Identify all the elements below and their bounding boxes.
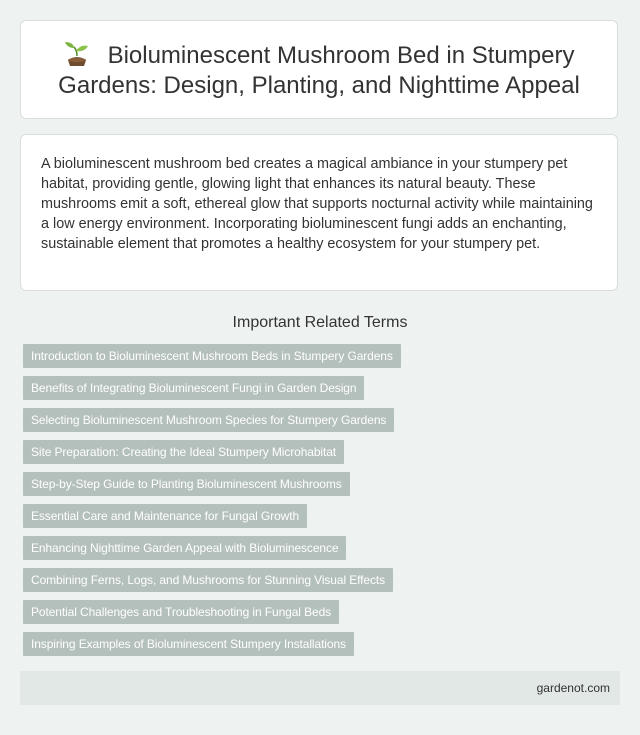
related-term-item <box>23 344 401 368</box>
footer <box>20 671 620 705</box>
related-term-button[interactable]: Selecting Bioluminescent Mushroom Species for Stumpery Gardens <box>23 408 394 432</box>
page-title <box>51 41 587 101</box>
related-term-button[interactable]: Enhancing Nighttime Garden Appeal with Bioluminescence <box>23 536 346 560</box>
related-term-item <box>23 408 401 432</box>
related-terms-list <box>23 344 401 664</box>
related-term-item <box>23 504 401 528</box>
related-term-button[interactable]: Step-by-Step Guide to Planting Bioluminescent Mushrooms <box>23 472 350 496</box>
intro-text: A bioluminescent mushroom bed creates a magical ambiance in your stumpery pet habitat, providing gentle, glowing light that enhances its natural beauty. These mushrooms emit a soft, ethereal glow that supports nocturnal activity while maintaining a low energy environment. Incorporating bioluminescent fungi adds an enchanting, sustainable element that promotes a healthy ecosystem for your stumpery pet. <box>41 156 593 252</box>
related-term-item <box>23 568 401 592</box>
related-term-item <box>23 632 401 656</box>
related-terms-heading: Important Related Terms <box>232 314 408 331</box>
related-term-item <box>23 376 401 400</box>
title-card <box>20 20 618 119</box>
related-term-button[interactable]: Potential Challenges and Troubleshooting in Fungal Beds <box>23 600 339 624</box>
related-term-button[interactable]: Introduction to Bioluminescent Mushroom Beds in Stumpery Gardens <box>23 344 401 368</box>
intro-card <box>20 134 618 291</box>
related-term-item <box>23 472 401 496</box>
footer-site-link[interactable]: gardenot.com <box>536 681 610 695</box>
related-term-item <box>23 536 401 560</box>
related-term-button[interactable]: Essential Care and Maintenance for Fungal Growth <box>23 504 307 528</box>
related-term-button[interactable]: Combining Ferns, Logs, and Mushrooms for Stunning Visual Effects <box>23 568 393 592</box>
related-term-button[interactable]: Site Preparation: Creating the Ideal Stumpery Microhabitat <box>23 440 344 464</box>
related-term-item <box>23 440 401 464</box>
page-title-text: Bioluminescent Mushroom Bed in Stumpery Gardens: Design, Planting, and Nighttime Appeal <box>58 42 580 99</box>
related-term-item <box>23 600 401 624</box>
sprout-icon <box>64 42 90 66</box>
related-term-button[interactable]: Benefits of Integrating Bioluminescent Fungi in Garden Design <box>23 376 364 400</box>
related-term-button[interactable]: Inspiring Examples of Bioluminescent Stumpery Installations <box>23 632 354 656</box>
